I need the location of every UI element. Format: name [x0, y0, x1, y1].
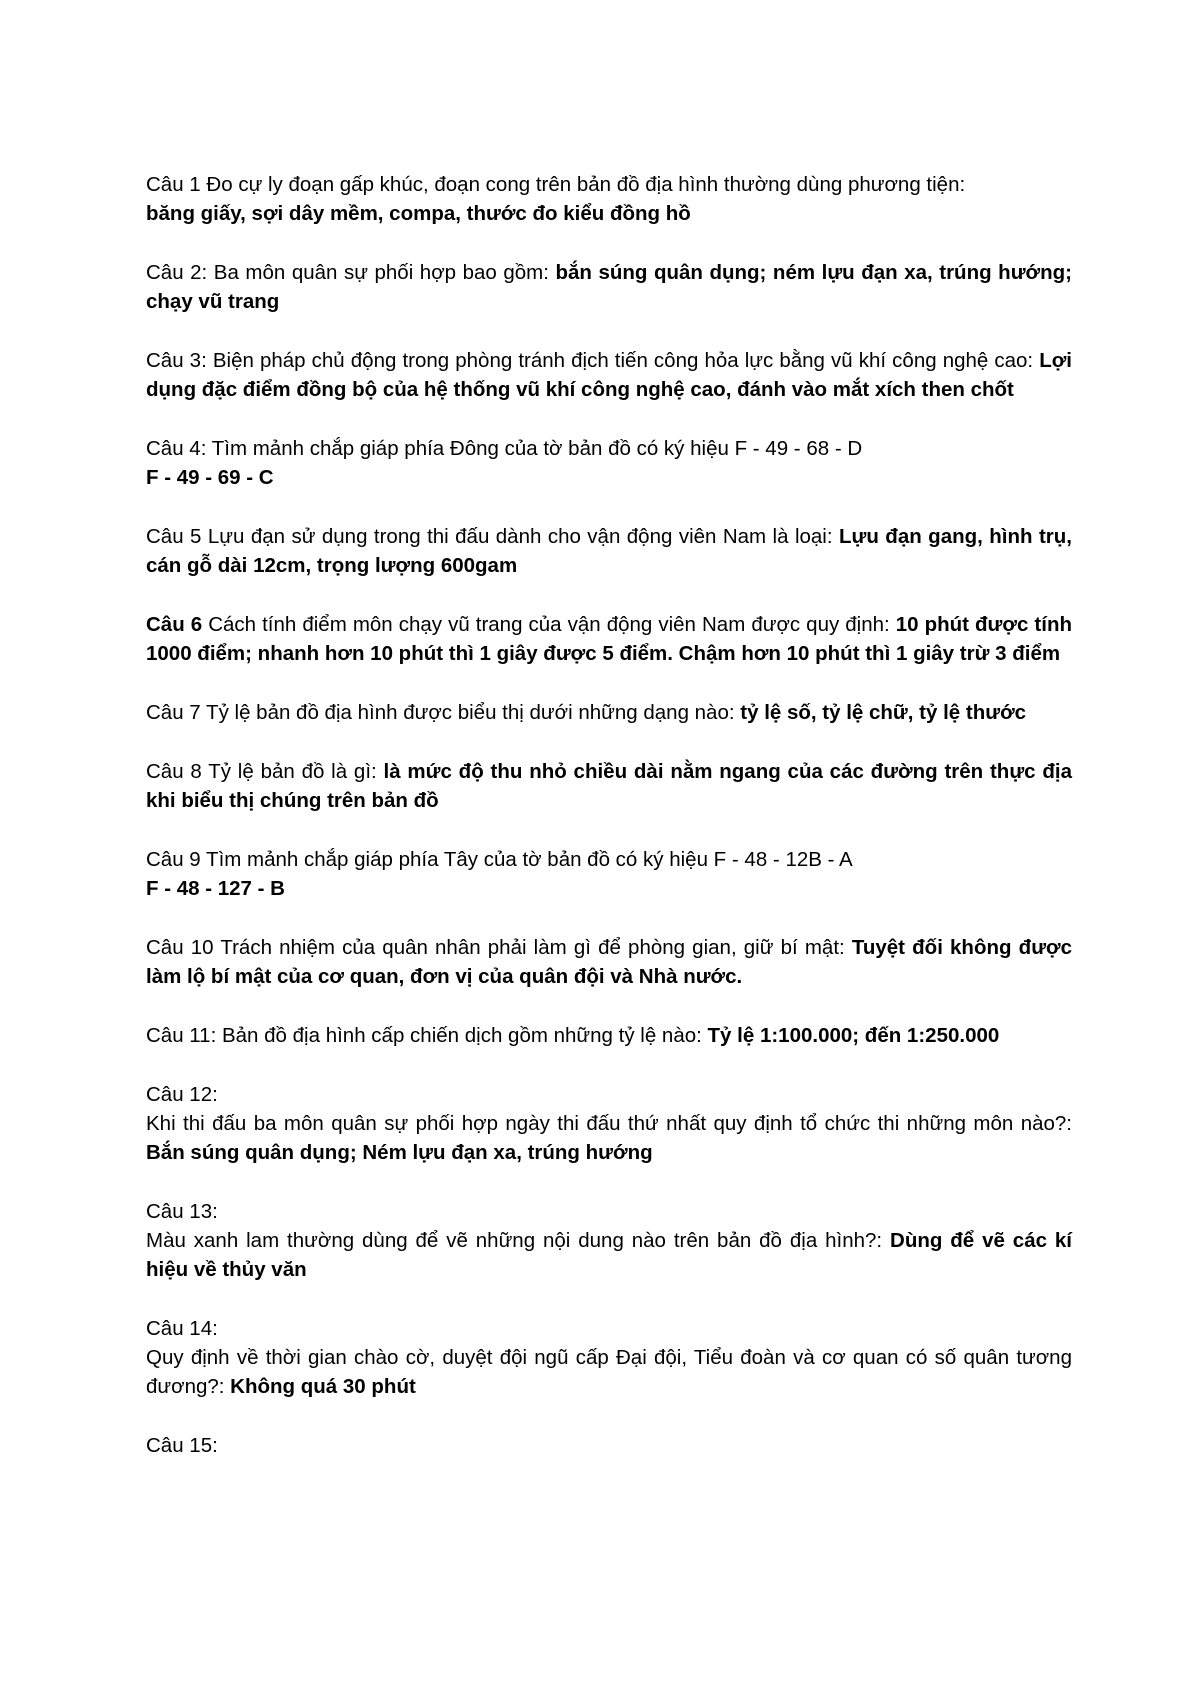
question-7 [146, 698, 1072, 727]
question-text: Đo cự ly đoạn gấp khúc, đoạn cong trên bản đồ địa hình thường dùng phương tiện: [200, 173, 966, 196]
question-9 [146, 845, 1072, 903]
answer-text: Lợi dụng đặc điểm đồng bộ của hệ thống vũ khí công nghệ cao, đánh vào mắt xích then chốt [146, 349, 1072, 401]
question-12 [146, 1080, 1072, 1167]
question-label: Câu 9 [146, 848, 201, 871]
question-text: Tỷ lệ bản đồ là gì: [201, 760, 384, 783]
answer-text: Bắn súng quân dụng; Ném lựu đạn xa, trúng hướng [146, 1141, 653, 1164]
question-label: Câu 3: [146, 349, 207, 372]
question-text: Quy định về thời gian chào cờ, duyệt đội ngũ cấp Đại đội, Tiểu đoàn và cơ quan có số quân tương đương?: [146, 1346, 1072, 1398]
answer-text: 10 phút được tính 1000 điểm; nhanh hơn 10 phút thì 1 giây được 5 điểm. Chậm hơn 10 phút thì 1 giây trừ 3 điểm [146, 613, 1072, 665]
question-label: Câu 7 [146, 701, 201, 724]
answer-text: F - 48 - 127 - B [146, 877, 285, 900]
question-text: Trách nhiệm của quân nhân phải làm gì để phòng gian, giữ bí mật: [213, 936, 852, 959]
question-label: Câu 10 [146, 936, 214, 959]
question-label: Câu 12: [146, 1083, 218, 1106]
question-5 [146, 522, 1072, 580]
question-14 [146, 1314, 1072, 1401]
question-label: Câu 15: [146, 1434, 218, 1457]
question-label: Câu 13: [146, 1200, 218, 1223]
question-label: Câu 1 [146, 173, 201, 196]
question-3 [146, 346, 1072, 404]
question-label: Câu 14: [146, 1317, 218, 1340]
question-15 [146, 1431, 1072, 1460]
question-6 [146, 610, 1072, 668]
question-label: Câu 2: [146, 261, 208, 284]
answer-text: bắn súng quân dụng; ném lựu đạn xa, trúng hướng; chạy vũ trang [146, 261, 1072, 313]
question-label: Câu 6 [146, 613, 203, 636]
question-label: Câu 11: [146, 1024, 217, 1047]
question-13 [146, 1197, 1072, 1284]
answer-text: băng giấy, sợi dây mềm, compa, thước đo kiểu đồng hồ [146, 202, 691, 225]
answer-text: là mức độ thu nhỏ chiều dài nằm ngang của các đường trên thực địa khi biểu thị chúng trên bản đồ [146, 760, 1072, 812]
question-10 [146, 933, 1072, 991]
question-1 [146, 170, 1072, 228]
question-label: Câu 4: [146, 437, 207, 460]
question-2 [146, 258, 1072, 316]
question-8 [146, 757, 1072, 815]
answer-text: Lựu đạn gang, hình trụ, cán gỗ dài 12cm, trọng lượng 600gam [146, 525, 1072, 577]
question-text: Tìm mảnh chắp giáp phía Tây của tờ bản đồ có ký hiệu F - 48 - 12B - A [200, 848, 853, 871]
question-label: Câu 5 [146, 525, 202, 548]
question-text: Lựu đạn sử dụng trong thi đấu dành cho vận động viên Nam là loại: [201, 525, 839, 548]
document-page [146, 170, 1072, 1490]
question-text: Tìm mảnh chắp giáp phía Đông của tờ bản đồ có ký hiệu F - 49 - 68 - D [206, 437, 863, 460]
question-text: Màu xanh lam thường dùng để vẽ những nội dung nào trên bản đồ địa hình?: [146, 1229, 891, 1252]
question-4 [146, 434, 1072, 492]
question-text: Bản đồ địa hình cấp chiến dịch gồm những tỷ lệ nào: [216, 1024, 708, 1047]
question-11 [146, 1021, 1072, 1050]
question-text: Ba môn quân sự phối hợp bao gồm: [207, 261, 556, 284]
answer-text: Tuyệt đối không được làm lộ bí mật của cơ quan, đơn vị của quân đội và Nhà nước. [146, 936, 1073, 988]
answer-text: Tỷ lệ 1:100.000; đến 1:250.000 [707, 1024, 1000, 1047]
question-text: Biện pháp chủ động trong phòng tránh địch tiến công hỏa lực bằng vũ khí công nghệ cao: [206, 349, 1040, 372]
answer-text: Dùng để vẽ các kí hiệu về thủy văn [146, 1229, 1072, 1281]
answer-text: tỷ lệ số, tỷ lệ chữ, tỷ lệ thước [740, 701, 1027, 724]
answer-text: Không quá 30 phút [230, 1375, 416, 1398]
answer-text: F - 49 - 69 - C [146, 466, 274, 489]
question-text: Cách tính điểm môn chạy vũ trang của vận động viên Nam được quy định: [202, 613, 896, 636]
question-text: Tỷ lệ bản đồ địa hình được biểu thị dưới những dạng nào: [200, 701, 741, 724]
question-text: Khi thi đấu ba môn quân sự phối hợp ngày thi đấu thứ nhất quy định tổ chức thi những môn nào?: [146, 1112, 1072, 1135]
question-label: Câu 8 [146, 760, 202, 783]
